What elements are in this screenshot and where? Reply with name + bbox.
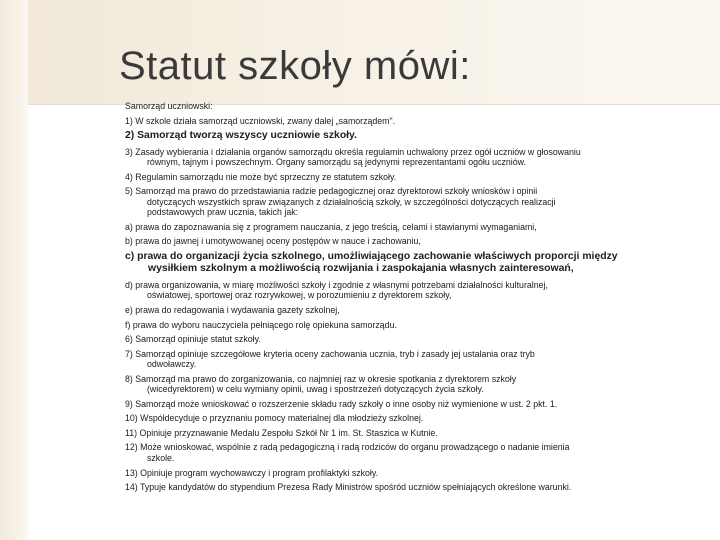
- paragraph-5d: d) prawa organizowania, w miarę możliwości szkoły i zgodnie z własnymi potrzebami działalności kulturalnej, oświatowej, sportowej oraz rozrywkowej, w porozumieniu z dyrektorem szkoły,: [125, 279, 548, 301]
- paragraph-1: 1) W szkole działa samorząd uczniowski, zwany dalej „samorządem".: [125, 115, 396, 126]
- paragraph-5b: b) prawa do jawnej i umotywowanej oceny postępów w nauce i zachowaniu,: [125, 236, 421, 247]
- paragraph-2: 2) Samorząd tworzą wszyscy uczniowie szkoły.: [125, 130, 357, 142]
- slide-title: Statut szkoły mówi:: [119, 44, 471, 88]
- paragraph-13: 13) Opiniuje program wychowawczy i program profilaktyki szkoły.: [125, 467, 379, 478]
- paragraph-5c: c) prawa do organizacji życia szkolnego, umożliwiającego zachowanie właściwych proporcji między wysiłkiem szkolnym a możliwością rozwijania i zaspokajania własnych zainteresowań,: [125, 250, 618, 275]
- decorative-stripe: [0, 0, 28, 540]
- paragraph-5a: a) prawa do zapoznawania się z programem nauczania, z jego treścią, celami i stawianymi wymaganiami,: [125, 221, 537, 232]
- paragraph-intro: Samorząd uczniowski:: [125, 101, 213, 111]
- paragraph-7: 7) Samorząd opiniuje szczegółowe kryteria oceny zachowania ucznia, tryb i zasady jej ustalania oraz tryb odwoławczy.: [125, 348, 535, 370]
- paragraph-5: 5) Samorząd ma prawo do przedstawiania radzie pedagogicznej oraz dyrektorowi szkoły wniosków i opinii dotyczących wszystkich spraw związanych z działalnością szkoły, w szczególności dotyczących realizacji podstawowych praw ucznia, takich jak:: [125, 186, 556, 218]
- paragraph-11: 11) Opiniuje przyznawanie Medalu Zespołu Szkół Nr 1 im. St. Staszica w Kutnie.: [125, 427, 438, 438]
- paragraph-14: 14) Typuje kandydatów do stypendium Prezesa Rady Ministrów spośród uczniów spełniających określone warunki.: [125, 482, 572, 493]
- paragraph-4: 4) Regulamin samorządu nie może być sprzeczny ze statutem szkoły.: [125, 171, 397, 182]
- paragraph-9: 9) Samorząd może wnioskować o rozszerzenie składu rady szkoły o inne osoby niż wymienione w ust. 2 pkt. 1.: [125, 398, 558, 409]
- paragraph-10: 10) Współdecyduje o przyznaniu pomocy materialnej dla młodzieży szkolnej.: [125, 413, 424, 424]
- paragraph-5f: f) prawa do wyboru nauczyciela pełniącego rolę opiekuna samorządu.: [125, 319, 397, 330]
- paragraph-12: 12) Może wnioskować, wspólnie z radą pedagogiczną i radą rodziców do organu prowadzącego o nadanie imienia szkole.: [125, 442, 570, 464]
- paragraph-3: 3) Zasady wybierania i działania organów samorządu określa regulamin uchwalony przez ogół uczniów w głosowaniu równym, tajnym i powszechnym. Organy samorządu są jedynymi reprezentantami ogółu uczniów.: [125, 146, 581, 168]
- paragraph-8: 8) Samorząd ma prawo do zorganizowania, co najmniej raz w okresie spotkania z dyrektorem szkoły (wicedyrektorem) w celu wymiany opinii, uwag i spostrzeżeń dotyczących życia szkoły.: [125, 373, 517, 395]
- paragraph-6: 6) Samorząd opiniuje statut szkoły.: [125, 334, 261, 345]
- statute-text: [125, 101, 703, 497]
- paragraph-5e: e) prawa do redagowania i wydawania gazety szkolnej,: [125, 305, 340, 316]
